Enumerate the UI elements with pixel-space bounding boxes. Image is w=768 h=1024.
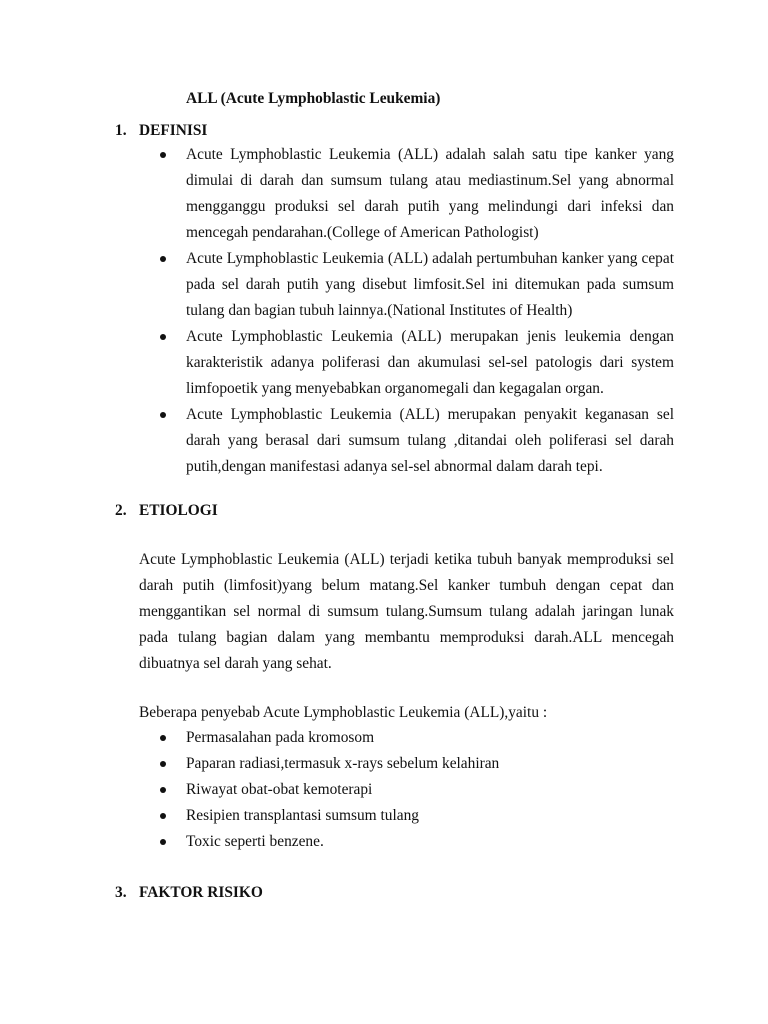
bullet-icon [160, 839, 166, 845]
list-item [158, 324, 674, 402]
list-item-text: Permasalahan pada kromosom [186, 729, 375, 746]
list-item-text: Acute Lymphoblastic Leukemia (ALL) adalah salah satu tipe kanker yang dimulai di darah dan sumsum tulang atau mediastinum.Sel yang abnormal mengganggu produksi sel darah putih yang melindungi dari infeksi dan mencegah pendarahan.(College of American Pathologist) [186, 146, 674, 241]
bullet-icon [160, 787, 166, 793]
etiologi-paragraph: Acute Lymphoblastic Leukemia (ALL) terjadi ketika tubuh banyak memproduksi sel darah putih (limfosit)yang belum matang.Sel kanker tumbuh dengan cepat dan menggantikan sel normal di sumsum tulang.Sumsum tulang adalah jaringan lunak pada tulang bagian dalam yang membantu memproduksi darah.ALL mencegah dibuatnya sel darah yang sehat. [139, 551, 674, 672]
list-item [158, 777, 674, 803]
list-item [158, 829, 674, 855]
section-number: 3. [115, 884, 127, 901]
list-item-text: Toxic seperti benzene. [186, 833, 324, 850]
list-item [158, 142, 674, 246]
list-item [158, 246, 674, 324]
section-title: ETIOLOGI [139, 502, 218, 519]
section-title: FAKTOR RISIKO [139, 884, 263, 901]
bullet-icon [160, 152, 166, 158]
list-item-text: Resipien transplantasi sumsum tulang [186, 807, 419, 824]
bullet-icon [160, 256, 166, 262]
list-item-text: Riwayat obat-obat kemoterapi [186, 781, 373, 798]
bullet-icon [160, 412, 166, 418]
section-number: 1. [115, 122, 127, 139]
section-number: 2. [115, 502, 127, 519]
list-item [158, 751, 674, 777]
list-item-text: Paparan radiasi,termasuk x-rays sebelum kelahiran [186, 755, 500, 772]
section-heading-definisi [115, 118, 207, 144]
bullet-icon [160, 334, 166, 340]
list-item-text: Acute Lymphoblastic Leukemia (ALL) adalah pertumbuhan kanker yang cepat pada sel darah putih yang disebut limfosit.Sel ini ditemukan pada sumsum tulang dan bagian tubuh lainnya.(National Institutes of Health) [186, 250, 674, 319]
list-item [158, 402, 674, 480]
list-item-text: Acute Lymphoblastic Leukemia (ALL) merupakan penyakit keganasan sel darah yang berasal dari sumsum tulang ,ditandai oleh poliferasi sel darah putih,dengan manifestasi adanya sel-sel abnormal dalam darah tepi. [186, 406, 674, 475]
section-heading-faktor-risiko [115, 880, 263, 906]
bullet-icon [160, 735, 166, 741]
penyebab-list [158, 725, 674, 855]
bullet-icon [160, 761, 166, 767]
bullet-icon [160, 813, 166, 819]
section-title: DEFINISI [139, 122, 208, 139]
definisi-list [158, 142, 674, 480]
etiologi-intro: Beberapa penyebab Acute Lymphoblastic Leukemia (ALL),yaitu : [139, 704, 548, 721]
list-item [158, 803, 674, 829]
section-heading-etiologi [115, 498, 218, 524]
list-item [158, 725, 674, 751]
list-item-text: Acute Lymphoblastic Leukemia (ALL) merupakan jenis leukemia dengan karakteristik adanya poliferasi dan akumulasi sel-sel patologis dari system limfopoetik yang menyebabkan organomegali dan kegagalan organ. [186, 328, 674, 397]
document-title: ALL (Acute Lymphoblastic Leukemia) [186, 90, 441, 107]
